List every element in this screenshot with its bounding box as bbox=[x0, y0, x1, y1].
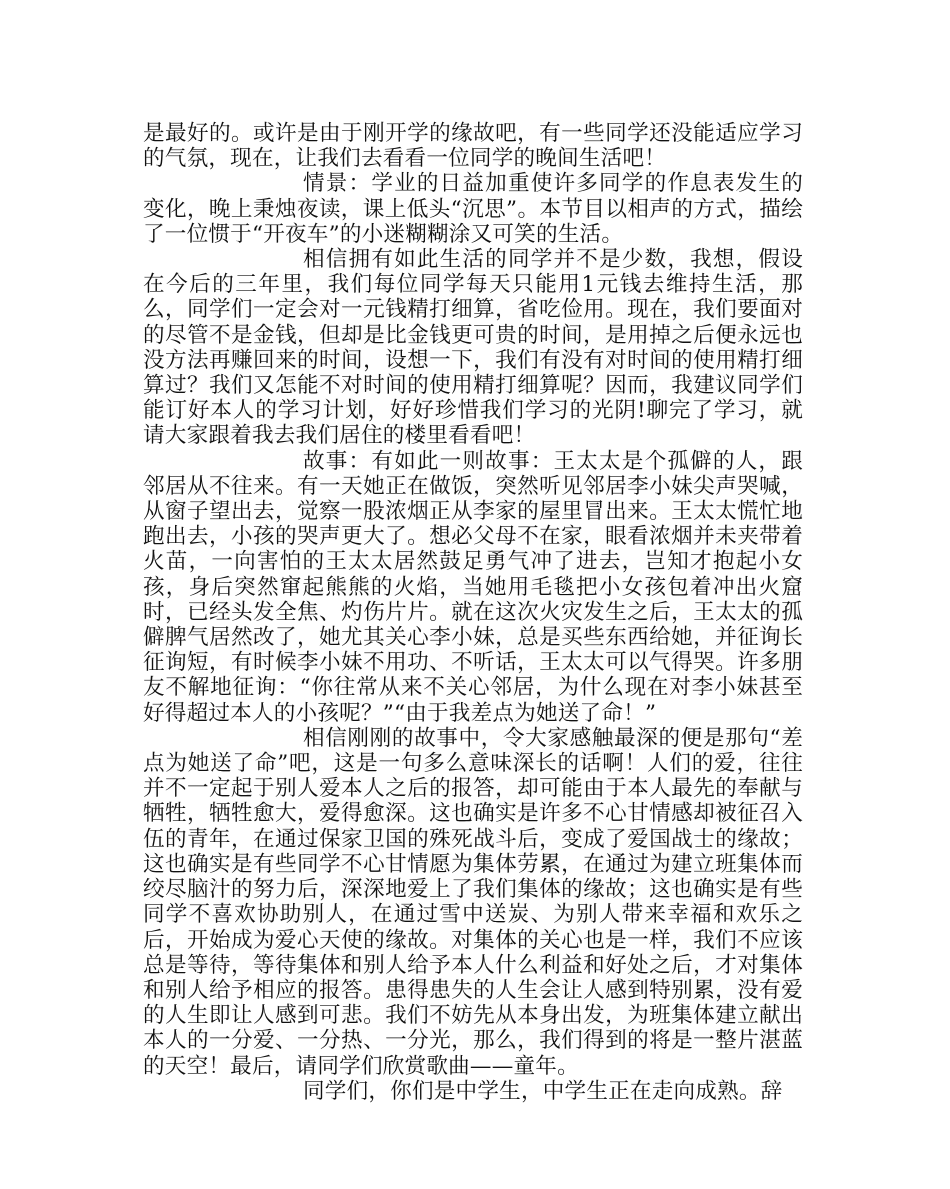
document-body bbox=[143, 121, 803, 1104]
paragraph-2-scene: 情景：学业的日益加重使许多同学的作息表发生的变化，晚上秉烛夜读，课上低头“沉思”。本节目以相声的方式，描绘了一位惯于“开夜车”的小迷糊糊涂又可笑的生活。 bbox=[143, 171, 803, 247]
paragraph-3: 相信拥有如此生活的同学并不是少数，我想，假设在今后的三年里，我们每位同学每天只能用1元钱去维持生活，那么，同学们一定会对一元钱精打细算，省吃俭用。现在，我们要面对的尽管不是金钱，但却是比金钱更可贵的时间，是用掉之后便永远也没方法再赚回来的时间，设想一下，我们有没有对时间的使用精打细算过？我们又怎能不对时间的使用精打细算呢？因而，我建议同学们能订好本人的学习计划，好好珍惜我们学习的光阴!聊完了学习，就请大家跟着我去我们居住的楼里看看吧！ bbox=[143, 247, 803, 449]
paragraph-4-story: 故事：有如此一则故事：王太太是个孤僻的人，跟邻居从不往来。有一天她正在做饭，突然听见邻居李小妹尖声哭喊，从窗子望出去，觉察一股浓烟正从李家的屋里冒出来。王太太慌忙地跑出去，小孩的哭声更大了。想必父母不在家，眼看浓烟并未夹带着火苗，一向害怕的王太太居然鼓足勇气冲了进去，岂知才抱起小女孩，身后突然窜起熊熊的火焰，当她用毛毯把小女孩包着冲出火窟时，已经头发全焦、灼伤片片。就在这次火灾发生之后，王太太的孤僻脾气居然改了，她尤其关心李小妹，总是买些东西给她，并征询长征询短，有时候李小妹不用功、不听话，王太太可以气得哭。许多朋友不解地征询：“你往常从来不关心邻居，为什么现在对李小妹甚至好得超过本人的小孩呢？”“由于我差点为她送了命！” bbox=[143, 448, 803, 726]
paragraph-5: 相信刚刚的故事中，令大家感触最深的便是那句“差点为她送了命”吧，这是一句多么意味深长的话啊！人们的爱，往往并不一定起于别人爱本人之后的报答，却可能由于本人最先的奉献与牺牲，牺牲愈大，爱得愈深。这也确实是许多不心甘情感却被征召入伍的青年，在通过保家卫国的殊死战斗后，变成了爱国战士的缘故；这也确实是有些同学不心甘情愿为集体劳累，在通过为建立班集体而绞尽脑汁的努力后，深深地爱上了我们集体的缘故；这也确实是有些同学不喜欢协助别人，在通过雪中送炭、为别人带来幸福和欢乐之后，开始成为爱心天使的缘故。对集体的关心也是一样，我们不应该总是等待，等待集体和别人给予本人什么利益和好处之后，才对集体和别人给予相应的报答。患得患失的人生会让人感到特别累，没有爱的人生即让人感到可悲。我们不妨先从本身出发，为班集体建立献出本人的一分爱、一分热、一分光，那么，我们得到的将是一整片湛蓝的天空！最后，请同学们欣赏歌曲——童年。 bbox=[143, 725, 803, 1079]
paragraph-6: 同学们，你们是中学生，中学生正在走向成熟。辞 bbox=[303, 1078, 783, 1104]
paragraph-1: 是最好的。或许是由于刚开学的缘故吧，有一些同学还没能适应学习的气氛，现在，让我们去看看一位同学的晚间生活吧！ bbox=[143, 121, 803, 172]
